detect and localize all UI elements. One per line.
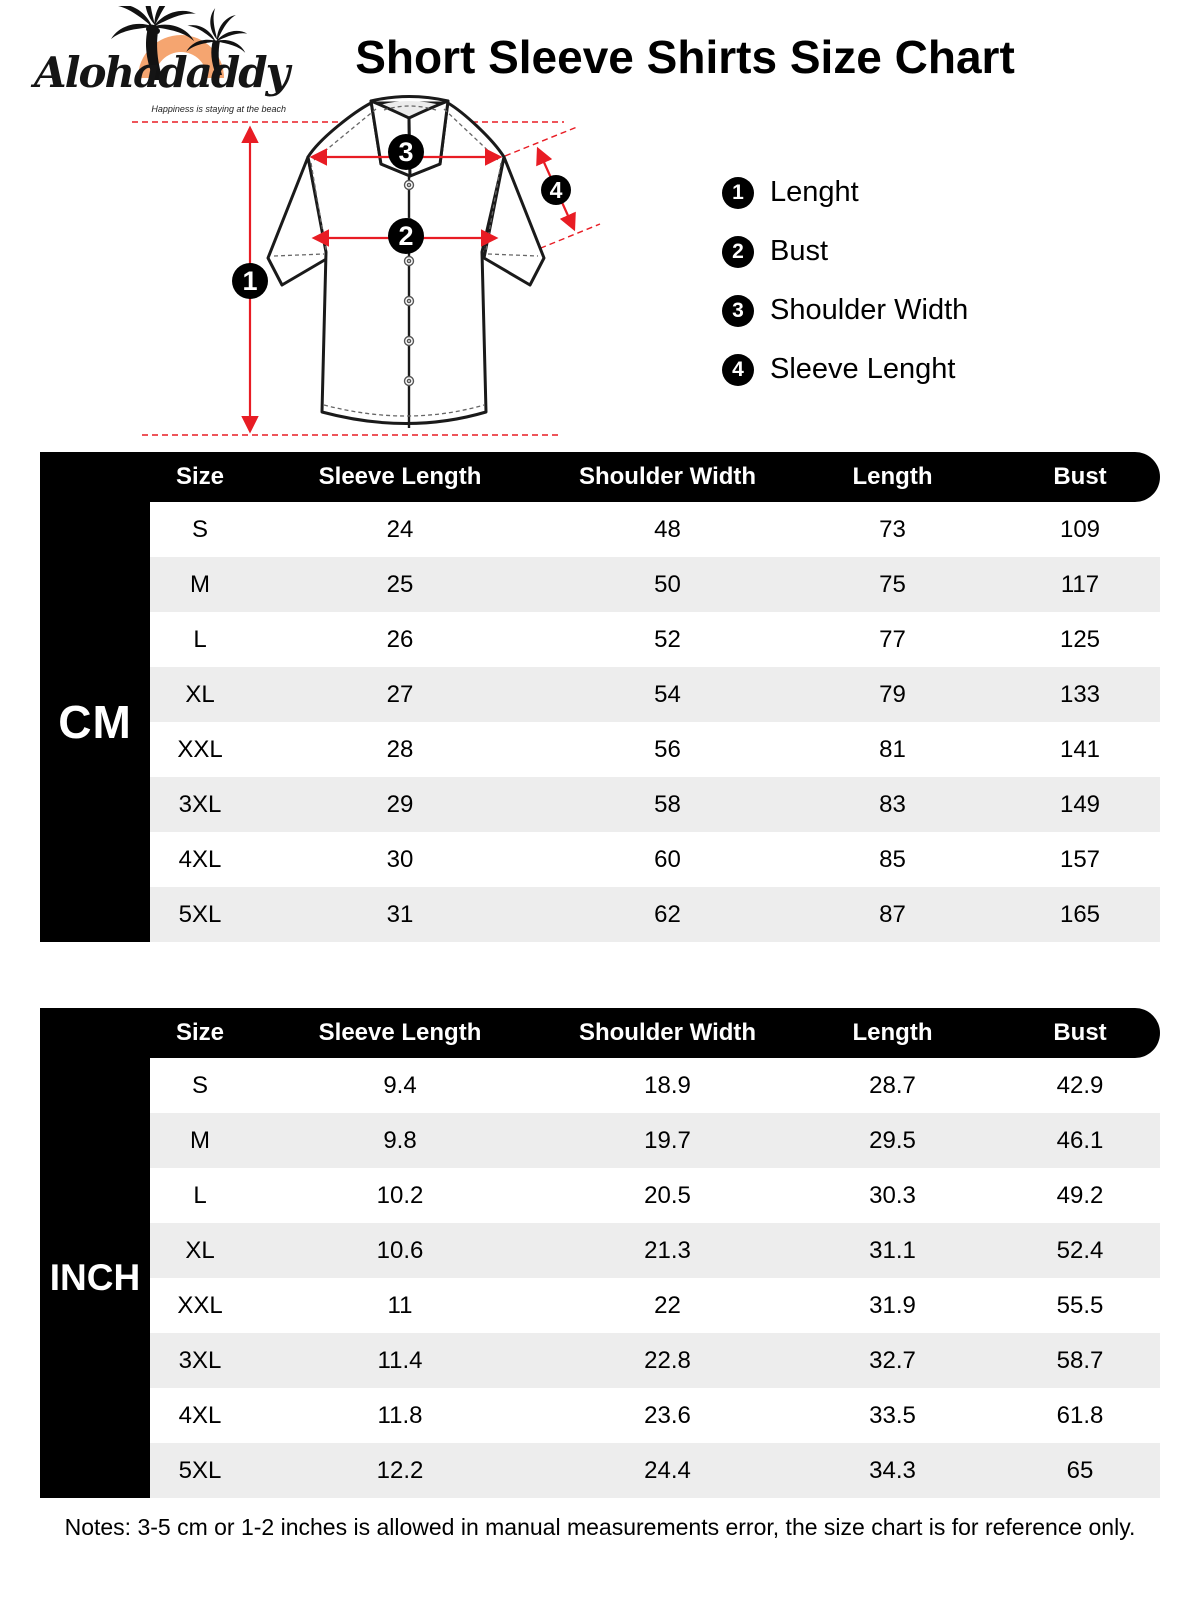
table-rows-inch	[150, 1058, 1160, 1498]
table-cell: 33.5	[869, 1401, 916, 1429]
shirt-measurement-diagram	[118, 88, 618, 450]
table-cell: 18.9	[644, 1071, 691, 1099]
table-body-cm	[40, 502, 1160, 942]
table-cell: 58	[654, 790, 681, 818]
table-cell: XXL	[177, 735, 223, 763]
table-cell: 20.5	[644, 1181, 691, 1209]
table-cell: 83	[879, 790, 906, 818]
table-row	[150, 612, 1160, 667]
legend-label-length: Lenght	[770, 176, 859, 208]
table-row	[150, 1278, 1160, 1333]
table-cell: 117	[1060, 570, 1100, 598]
table-row	[150, 1388, 1160, 1443]
table-cell: 5XL	[178, 1456, 222, 1484]
table-cell: 133	[1059, 680, 1101, 708]
table-cell: 22	[654, 1291, 681, 1319]
table-cell: M	[190, 1126, 210, 1154]
table-cell: S	[191, 515, 208, 543]
table-cell: S	[191, 1071, 208, 1099]
badge-4: 4	[549, 177, 563, 203]
column-header: Shoulder Width	[578, 1019, 757, 1046]
table-cell: XL	[185, 1236, 215, 1264]
table-cell: 5XL	[178, 900, 222, 928]
column-header: Length	[852, 1019, 933, 1046]
table-cell: 30	[386, 845, 414, 873]
table-cell: 125	[1059, 625, 1101, 653]
table-cell: 24	[386, 515, 414, 543]
table-cell: 23.6	[644, 1401, 691, 1429]
table-cell: 28	[386, 735, 414, 763]
page-title: Short Sleeve Shirts Size Chart	[355, 31, 1015, 83]
legend-item-shoulder-width	[722, 294, 968, 327]
table-row	[150, 832, 1160, 887]
legend-label-sleeve-length: Sleeve Lenght	[770, 353, 956, 385]
table-cell: 85	[879, 845, 906, 873]
legend-label-bust: Bust	[770, 235, 829, 267]
table-cell: 73	[879, 515, 906, 543]
column-header: Sleeve Length	[318, 1019, 482, 1046]
table-cell: 79	[879, 680, 906, 708]
column-header: Sleeve Length	[318, 463, 482, 490]
table-row	[150, 1443, 1160, 1498]
table-cell: 54	[654, 680, 681, 708]
table-cell: XXL	[177, 1291, 223, 1319]
table-header-cm	[40, 452, 1160, 502]
legend-badge-2: 2	[722, 236, 754, 268]
table-cell: 109	[1059, 515, 1101, 543]
table-cell: 31.9	[869, 1291, 916, 1319]
table-row	[150, 1168, 1160, 1223]
table-row	[150, 1113, 1160, 1168]
table-cell: 157	[1059, 845, 1101, 873]
table-cell: 11	[387, 1291, 413, 1319]
legend-item-bust	[722, 235, 968, 268]
table-cell: 19.7	[644, 1126, 691, 1154]
table-cell: 27	[386, 680, 414, 708]
table-cell: 46.1	[1056, 1126, 1104, 1154]
column-header: Bust	[1053, 1019, 1107, 1046]
table-body-inch	[40, 1058, 1160, 1498]
table-header-inch	[40, 1008, 1160, 1058]
legend-item-sleeve-length	[722, 353, 968, 386]
table-cell: 22.8	[644, 1346, 691, 1374]
table-cell: 9.4	[383, 1071, 417, 1099]
measurement-legend	[722, 176, 968, 386]
table-cell: 3XL	[178, 790, 222, 818]
table-cell: 75	[879, 570, 906, 598]
table-cell: 30.3	[869, 1181, 916, 1209]
unit-label-inch	[40, 1058, 150, 1498]
table-cell: 34.3	[869, 1456, 916, 1484]
table-cell: 31	[386, 900, 414, 928]
table-row	[150, 1058, 1160, 1113]
badge-2: 2	[398, 221, 414, 251]
table-cell: 21.3	[644, 1236, 691, 1264]
table-cell: 42.9	[1056, 1071, 1104, 1099]
badge-3: 3	[398, 137, 414, 167]
table-cell: 31.1	[869, 1236, 916, 1264]
table-row	[150, 1333, 1160, 1388]
brand-tagline: Happiness is staying at the beach	[151, 104, 286, 114]
table-cell: 62	[654, 900, 681, 928]
table-row	[150, 557, 1160, 612]
table-row	[150, 1223, 1160, 1278]
table-rows-cm	[150, 502, 1160, 942]
legend-badge-3: 3	[722, 295, 754, 327]
table-cell: 77	[879, 625, 906, 653]
table-cell: 87	[879, 900, 906, 928]
table-cell: 52.4	[1056, 1236, 1104, 1264]
table-cell: 61.8	[1056, 1401, 1104, 1429]
legend-item-length	[722, 176, 968, 209]
notes-text: Notes: 3-5 cm or 1-2 inches is allowed in manual measurements error, the size chart is for reference only.	[64, 1514, 1136, 1540]
table-cell: 11.4	[377, 1346, 423, 1374]
table-cell: 4XL	[178, 1401, 222, 1429]
table-cell: 50	[654, 570, 681, 598]
table-cell: 48	[654, 515, 681, 543]
table-row	[150, 777, 1160, 832]
table-cell: 81	[879, 735, 906, 763]
column-header: Size	[175, 1019, 225, 1046]
table-cell: 165	[1059, 900, 1101, 928]
table-row	[150, 667, 1160, 722]
table-cell: 12.2	[376, 1456, 424, 1484]
table-cell: 60	[654, 845, 681, 873]
table-cell: 24.4	[644, 1456, 691, 1484]
table-cell: 52	[654, 625, 681, 653]
brand-name: Alohadaddy	[34, 48, 289, 97]
table-cell: 28.7	[869, 1071, 916, 1099]
table-cell: 56	[654, 735, 681, 763]
table-cell: 65	[1066, 1456, 1094, 1484]
unit-text-cm: CM	[58, 696, 132, 748]
table-cell: 26	[386, 625, 414, 653]
unit-text-inch: INCH	[49, 1257, 141, 1298]
table-cell: 4XL	[178, 845, 222, 873]
table-cell: 9.8	[383, 1126, 417, 1154]
table-cell: 10.6	[376, 1236, 424, 1264]
table-row	[150, 722, 1160, 777]
column-header: Shoulder Width	[578, 463, 757, 490]
unit-label-cm	[40, 502, 150, 942]
table-cell: 49.2	[1056, 1181, 1104, 1209]
table-cell: L	[193, 625, 207, 653]
table-cell: 29	[386, 790, 414, 818]
size-table-inch	[40, 1008, 1160, 1498]
legend-badge-4: 4	[722, 354, 754, 386]
table-cell: 141	[1059, 735, 1101, 763]
legend-badge-1: 1	[722, 177, 754, 209]
table-cell: 11.8	[377, 1401, 423, 1429]
table-cell: 29.5	[869, 1126, 916, 1154]
table-cell: 10.2	[376, 1181, 424, 1209]
table-cell: 55.5	[1056, 1291, 1104, 1319]
column-header: Bust	[1053, 463, 1107, 490]
table-cell: 58.7	[1056, 1346, 1104, 1374]
table-row	[150, 887, 1160, 942]
table-row	[150, 502, 1160, 557]
column-header: Length	[852, 463, 933, 490]
table-cell: 149	[1059, 790, 1101, 818]
table-cell: L	[193, 1181, 207, 1209]
table-cell: 3XL	[178, 1346, 222, 1374]
badge-1: 1	[242, 266, 258, 296]
table-cell: XL	[185, 680, 215, 708]
table-cell: 32.7	[869, 1346, 916, 1374]
column-header: Size	[175, 463, 225, 490]
table-cell: 25	[386, 570, 414, 598]
size-table-cm	[40, 452, 1160, 942]
legend-label-shoulder-width: Shoulder Width	[770, 294, 969, 326]
table-cell: M	[190, 570, 210, 598]
